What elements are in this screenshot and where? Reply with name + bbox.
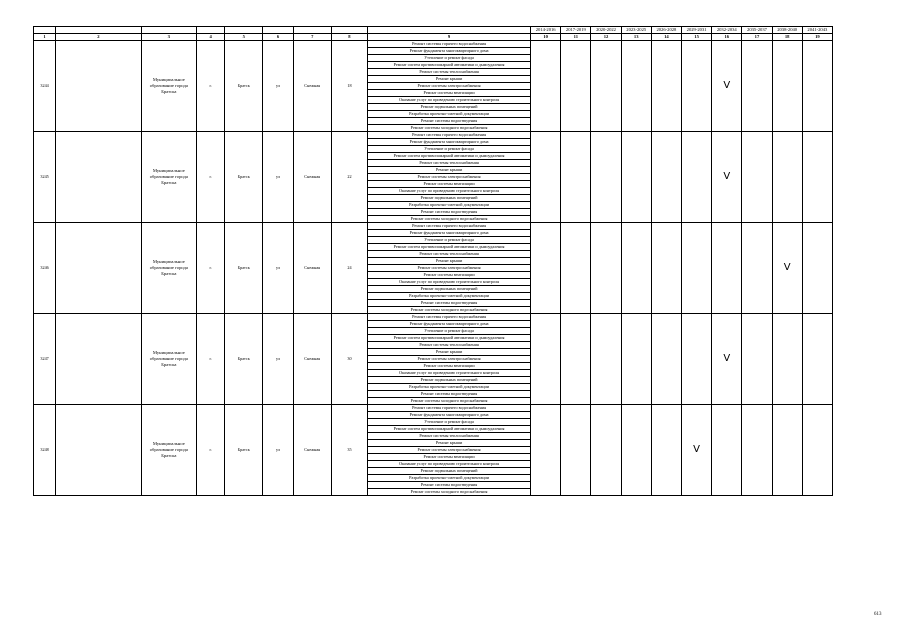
period-cell [561,41,591,132]
period-cell [742,132,772,223]
work-type: Ремонт системы холодного водоснабжения [368,398,531,405]
column-number: 15 [682,34,712,41]
work-type: Ремонт фундамента многоквартирного дома [368,230,531,237]
period-cell [651,405,681,496]
period-mark: V [712,132,742,223]
period-cell [742,41,772,132]
work-type: Ремонт крыши [368,349,531,356]
street-type: ул [263,41,293,132]
work-type: Ремонт системы горячего водоснабжения [368,314,531,321]
work-type: Ремонт крыши [368,440,531,447]
work-type: Ремонт фундамента многоквартирного дома [368,412,531,419]
header-blank-cell [293,27,331,34]
period-mark: V [772,223,802,314]
record-number: 3244 [34,41,56,132]
work-type: Ремонт системы теплоснабжения [368,433,531,440]
work-type: Разработка проектно-сметной документации [368,384,531,391]
period-header: 2023-2025 [621,27,651,34]
column-number: 11 [561,34,591,41]
period-cell [621,405,651,496]
period-cell [772,41,802,132]
street-type: ул [263,132,293,223]
work-type: Разработка проектно-сметной документации [368,111,531,118]
work-type: Разработка проектно-сметной документации [368,475,531,482]
period-cell [621,132,651,223]
work-type: Ремонт фундамента многоквартирного дома [368,139,531,146]
period-cell [682,223,712,314]
period-cell [591,41,621,132]
house-number: 35 [331,405,367,496]
work-type: Ремонт системы горячего водоснабжения [368,223,531,230]
municipality: Муниципальное образование города Братска [141,41,196,132]
work-type: Ремонт систем противопожарной автоматики и дымоудаления [368,335,531,342]
period-cell [561,223,591,314]
period-cell [742,314,772,405]
house-number: 24 [331,223,367,314]
work-type: Утепление и ремонт фасада [368,237,531,244]
street-type: ул [263,405,293,496]
street: Снежная [293,41,331,132]
period-cell [742,405,772,496]
work-type: Утепление и ремонт фасада [368,55,531,62]
work-type: Разработка проектно-сметной документации [368,293,531,300]
work-type: Ремонт систем противопожарной автоматики и дымоудаления [368,244,531,251]
header-blank-cell [34,27,56,34]
column-number: 4 [197,34,225,41]
page-number: 613 [874,612,882,617]
work-type: Ремонт подвальных помещений [368,195,531,202]
table-row [34,132,833,139]
work-type: Ремонт системы электроснабжения [368,265,531,272]
municipality: Муниципальное образование города Братска [141,223,196,314]
work-type: Ремонт системы электроснабжения [368,83,531,90]
period-header: 2038-2040 [772,27,802,34]
street: Снежная [293,132,331,223]
street-type: ул [263,223,293,314]
work-type: Оказание услуг по проведению строительного контроля [368,370,531,377]
work-type: Ремонт системы теплоснабжения [368,160,531,167]
column-number: 17 [742,34,772,41]
record-number: 3246 [34,223,56,314]
header-blank-cell [225,27,263,34]
work-type: Ремонт фундамента многоквартирного дома [368,48,531,55]
table-row [34,314,833,321]
column-numbers-row [34,34,833,41]
period-mark: V [712,314,742,405]
period-cell [561,314,591,405]
work-type: Ремонт системы водоотведения [368,391,531,398]
work-type: Ремонт крыши [368,167,531,174]
municipality: Муниципальное образование города Братска [141,314,196,405]
period-cell [591,405,621,496]
period-cell [802,41,832,132]
city: Братск [225,41,263,132]
work-type: Ремонт подвальных помещений [368,468,531,475]
capital-repair-table [33,26,833,496]
period-cell [802,132,832,223]
period-header: 2041-2043 [802,27,832,34]
city: Братск [225,314,263,405]
column-number: 16 [712,34,742,41]
municipality: Муниципальное образование города Братска [141,405,196,496]
work-type: Ремонт системы холодного водоснабжения [368,216,531,223]
blank-column [56,314,142,405]
period-cell [651,41,681,132]
work-type: Ремонт подвальных помещений [368,286,531,293]
work-type: Оказание услуг по проведению строительного контроля [368,279,531,286]
period-cell [682,314,712,405]
period-cell [802,405,832,496]
blank-column [56,223,142,314]
blank-column [56,405,142,496]
period-cell [561,132,591,223]
work-type: Ремонт системы теплоснабжения [368,69,531,76]
work-type: Ремонт системы вентиляции [368,181,531,188]
work-type: Утепление и ремонт фасада [368,419,531,426]
period-header: 2032-2034 [712,27,742,34]
header-blank-cell [331,27,367,34]
work-type: Ремонт системы теплоснабжения [368,342,531,349]
work-type: Ремонт крыши [368,76,531,83]
column-number: 8 [331,34,367,41]
municipality: Муниципальное образование города Братска [141,132,196,223]
work-type: Оказание услуг по проведению строительного контроля [368,97,531,104]
work-type: Ремонт системы водоотведения [368,482,531,489]
header-blank-cell [263,27,293,34]
city: Братск [225,405,263,496]
column-number: 3 [141,34,196,41]
period-mark: V [682,405,712,496]
street: Снежная [293,223,331,314]
period-cell [742,223,772,314]
work-type: Ремонт систем противопожарной автоматики и дымоудаления [368,62,531,69]
work-type: Ремонт системы вентиляции [368,363,531,370]
work-type: Ремонт системы водоотведения [368,209,531,216]
record-number: 3245 [34,132,56,223]
work-type: Ремонт систем противопожарной автоматики и дымоудаления [368,153,531,160]
period-cell [621,41,651,132]
column-number: 18 [772,34,802,41]
column-number: 2 [56,34,142,41]
work-type: Ремонт системы вентиляции [368,272,531,279]
period-cell [531,132,561,223]
header-blank-cell [197,27,225,34]
column-number: 9 [368,34,531,41]
period-header: 2020-2022 [591,27,621,34]
settlement-type: г. [197,405,225,496]
period-cell [591,132,621,223]
settlement-type: г. [197,314,225,405]
header-periods-row [34,27,833,34]
table-row [34,223,833,230]
work-type: Ремонт системы электроснабжения [368,356,531,363]
period-cell [682,41,712,132]
work-type: Ремонт системы водоотведения [368,118,531,125]
column-number: 19 [802,34,832,41]
period-cell [561,405,591,496]
work-type: Ремонт крыши [368,258,531,265]
period-cell [591,314,621,405]
period-cell [772,132,802,223]
period-cell [712,405,742,496]
work-type: Ремонт системы горячего водоснабжения [368,132,531,139]
work-type: Оказание услуг по проведению строительного контроля [368,188,531,195]
record-number: 3247 [34,314,56,405]
work-type: Ремонт системы вентиляции [368,90,531,97]
work-type: Оказание услуг по проведению строительного контроля [368,461,531,468]
settlement-type: г. [197,41,225,132]
work-type: Ремонт системы теплоснабжения [368,251,531,258]
street: Снежная [293,405,331,496]
work-type: Ремонт системы горячего водоснабжения [368,41,531,48]
period-cell [802,314,832,405]
period-cell [772,405,802,496]
city: Братск [225,223,263,314]
work-type: Разработка проектно-сметной документации [368,202,531,209]
work-type: Ремонт подвальных помещений [368,377,531,384]
work-type: Ремонт системы холодного водоснабжения [368,125,531,132]
work-type: Ремонт системы электроснабжения [368,447,531,454]
work-type: Утепление и ремонт фасада [368,328,531,335]
period-cell [651,132,681,223]
work-type: Ремонт фундамента многоквартирного дома [368,321,531,328]
column-number: 6 [263,34,293,41]
period-header: 2014-2016 [531,27,561,34]
column-number: 13 [621,34,651,41]
header-blank-cell [56,27,142,34]
work-type: Ремонт системы электроснабжения [368,174,531,181]
header-blank-cell [141,27,196,34]
blank-column [56,41,142,132]
period-cell [531,405,561,496]
work-type: Ремонт системы горячего водоснабжения [368,405,531,412]
period-cell [682,132,712,223]
work-type: Ремонт системы холодного водоснабжения [368,489,531,496]
column-number: 1 [34,34,56,41]
column-number: 5 [225,34,263,41]
period-cell [651,314,681,405]
work-type: Утепление и ремонт фасада [368,146,531,153]
period-cell [531,223,561,314]
street: Снежная [293,314,331,405]
period-cell [621,314,651,405]
work-type: Ремонт систем противопожарной автоматики и дымоудаления [368,426,531,433]
period-cell [531,314,561,405]
blank-column [56,132,142,223]
period-header: 2035-2037 [742,27,772,34]
period-cell [712,223,742,314]
period-cell [651,223,681,314]
work-type: Ремонт системы вентиляции [368,454,531,461]
house-number: 30 [331,314,367,405]
period-cell [621,223,651,314]
work-type: Ремонт системы водоотведения [368,300,531,307]
period-cell [591,223,621,314]
work-type: Ремонт подвальных помещений [368,104,531,111]
period-cell [531,41,561,132]
house-number: 22 [331,132,367,223]
column-number: 14 [651,34,681,41]
period-header: 2029-2031 [682,27,712,34]
city: Братск [225,132,263,223]
settlement-type: г. [197,132,225,223]
header-blank-cell [368,27,531,34]
period-header: 2026-2028 [651,27,681,34]
record-number: 3248 [34,405,56,496]
table-row [34,405,833,412]
column-number: 7 [293,34,331,41]
period-header: 2017-2019 [561,27,591,34]
period-cell [772,314,802,405]
settlement-type: г. [197,223,225,314]
work-type: Ремонт системы холодного водоснабжения [368,307,531,314]
column-number: 12 [591,34,621,41]
column-number: 10 [531,34,561,41]
street-type: ул [263,314,293,405]
period-mark: V [712,41,742,132]
table-row [34,41,833,48]
period-cell [802,223,832,314]
house-number: 18 [331,41,367,132]
